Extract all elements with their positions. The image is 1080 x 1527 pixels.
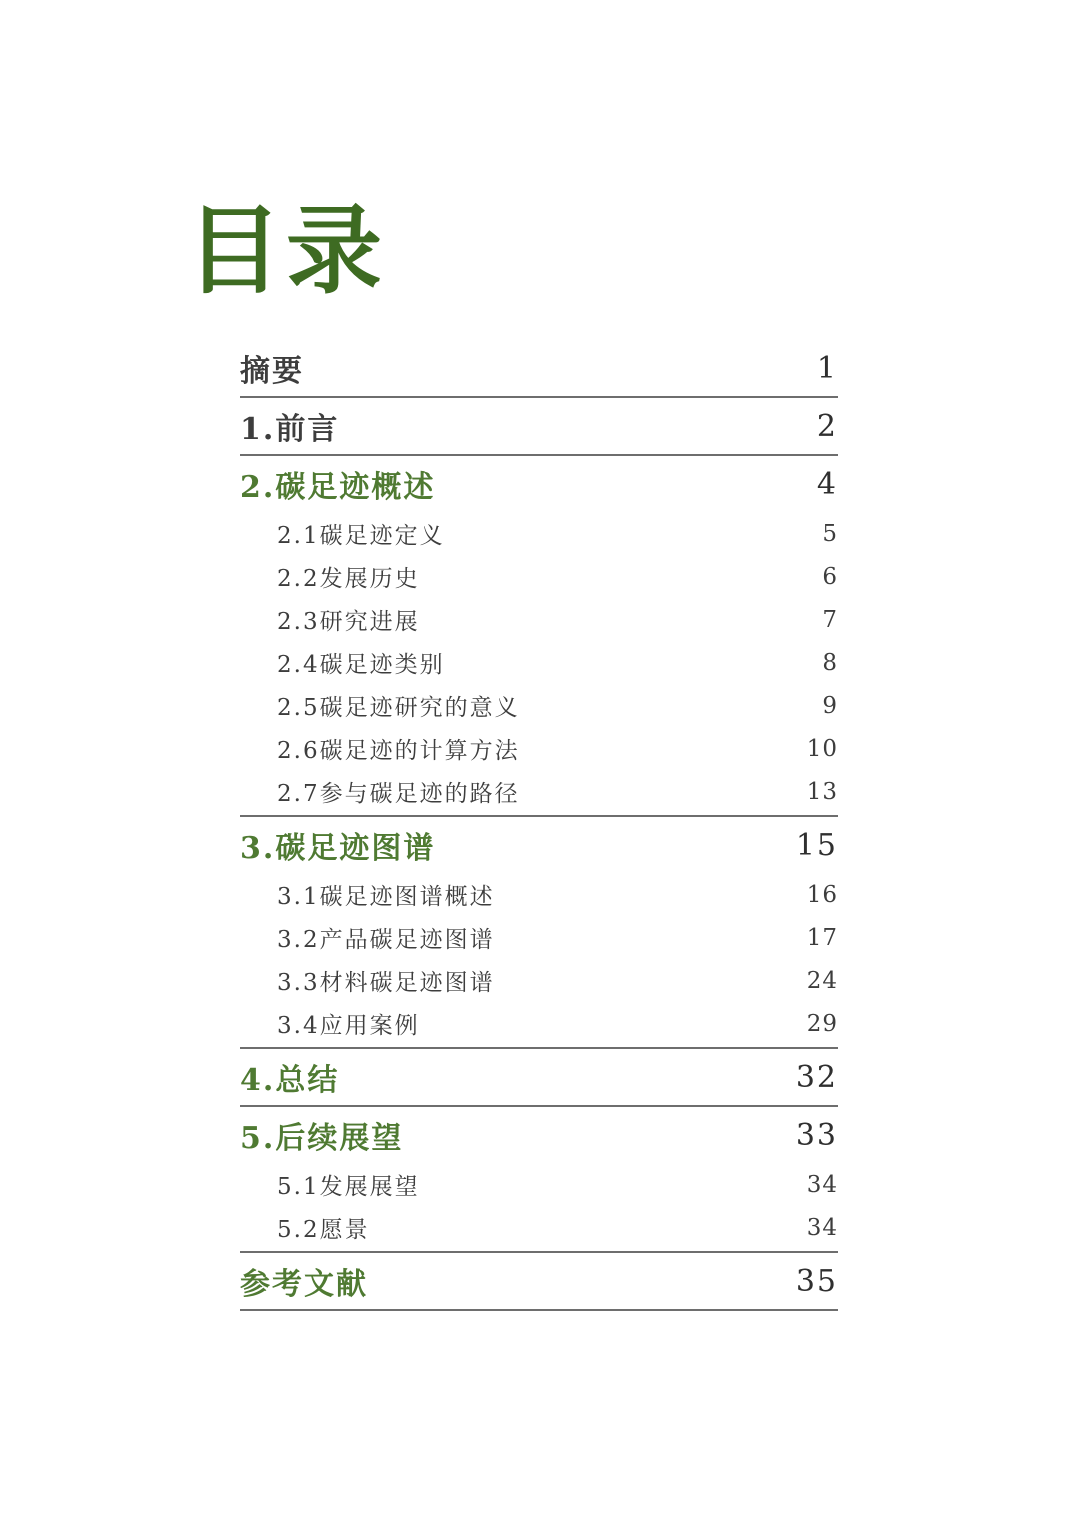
toc-entry-page: 32 xyxy=(795,1059,838,1095)
toc-subentry-label: 2.2发展历史 xyxy=(277,566,420,592)
toc-entry[interactable] xyxy=(240,1253,838,1309)
toc-entry-page: 2 xyxy=(816,408,838,444)
toc-subentry[interactable] xyxy=(240,598,838,641)
toc-section xyxy=(240,340,838,398)
toc-subentry-page: 10 xyxy=(806,735,838,762)
toc-subentry-page: 24 xyxy=(806,967,838,994)
toc-sublist xyxy=(240,873,838,1047)
toc-subentry-page: 34 xyxy=(806,1171,838,1198)
toc-subentry[interactable] xyxy=(240,1002,838,1045)
toc-subentry[interactable] xyxy=(240,641,838,684)
toc-subentry-page: 16 xyxy=(806,881,838,908)
toc-entry-page: 1 xyxy=(816,350,838,386)
toc-subentry-label: 5.2愿景 xyxy=(277,1217,370,1243)
toc-subentry-page: 9 xyxy=(822,692,838,719)
toc-entry-label: 2.碳足迹概述 xyxy=(240,470,436,505)
toc-subentry[interactable] xyxy=(240,555,838,598)
toc-section xyxy=(240,817,838,1049)
toc-entry[interactable] xyxy=(240,1107,838,1163)
toc-entry-label: 3.碳足迹图谱 xyxy=(240,831,436,866)
toc-section xyxy=(240,1253,838,1311)
toc-subentry[interactable] xyxy=(240,770,838,813)
toc-subentry[interactable] xyxy=(240,873,838,916)
toc-subentry-page: 13 xyxy=(806,778,838,805)
toc-subentry[interactable] xyxy=(240,1163,838,1206)
table-of-contents xyxy=(240,340,838,1311)
toc-subentry-label: 2.1碳足迹定义 xyxy=(277,523,445,549)
toc-entry-page: 4 xyxy=(816,466,838,502)
toc-subentry-page: 6 xyxy=(822,563,838,590)
toc-entry-label: 摘要 xyxy=(240,354,304,389)
toc-subentry-page: 5 xyxy=(822,520,838,547)
toc-subentry-label: 2.7参与碳足迹的路径 xyxy=(277,781,520,807)
toc-subentry[interactable] xyxy=(240,959,838,1002)
toc-entry[interactable] xyxy=(240,456,838,512)
toc-entry-label: 参考文献 xyxy=(240,1267,368,1302)
toc-subentry-label: 2.6碳足迹的计算方法 xyxy=(277,738,520,764)
toc-subentry[interactable] xyxy=(240,916,838,959)
toc-subentry-page: 29 xyxy=(806,1010,838,1037)
toc-subentry[interactable] xyxy=(240,727,838,770)
toc-entry-page: 33 xyxy=(795,1117,838,1153)
toc-subentry-page: 8 xyxy=(822,649,838,676)
toc-subentry-label: 2.4碳足迹类别 xyxy=(277,652,445,678)
toc-section xyxy=(240,1049,838,1107)
toc-entry[interactable] xyxy=(240,817,838,873)
toc-subentry-label: 3.1碳足迹图谱概述 xyxy=(277,884,495,910)
toc-entry-page: 35 xyxy=(795,1263,838,1299)
toc-subentry-label: 5.1发展展望 xyxy=(277,1174,420,1200)
toc-subentry-label: 2.5碳足迹研究的意义 xyxy=(277,695,520,721)
page-title: 目录 xyxy=(186,194,386,307)
toc-subentry-page: 7 xyxy=(822,606,838,633)
toc-entry[interactable] xyxy=(240,340,838,396)
toc-subentry-label: 3.4应用案例 xyxy=(277,1013,420,1039)
toc-subentry-label: 2.3研究进展 xyxy=(277,609,420,635)
toc-section xyxy=(240,1107,838,1253)
toc-subentry[interactable] xyxy=(240,512,838,555)
toc-sublist xyxy=(240,1163,838,1251)
toc-section xyxy=(240,398,838,456)
toc-subentry-page: 17 xyxy=(806,924,838,951)
toc-subentry-label: 3.3材料碳足迹图谱 xyxy=(277,970,495,996)
toc-subentry[interactable] xyxy=(240,684,838,727)
toc-entry-label: 1.前言 xyxy=(240,412,340,447)
toc-entry[interactable] xyxy=(240,1049,838,1105)
toc-section xyxy=(240,456,838,817)
toc-subentry-page: 34 xyxy=(806,1214,838,1241)
toc-entry-page: 15 xyxy=(795,827,838,863)
toc-entry[interactable] xyxy=(240,398,838,454)
toc-subentry[interactable] xyxy=(240,1206,838,1249)
toc-subentry-label: 3.2产品碳足迹图谱 xyxy=(277,927,495,953)
toc-entry-label: 5.后续展望 xyxy=(240,1121,404,1156)
toc-entry-label: 4.总结 xyxy=(240,1063,340,1098)
toc-sublist xyxy=(240,512,838,815)
